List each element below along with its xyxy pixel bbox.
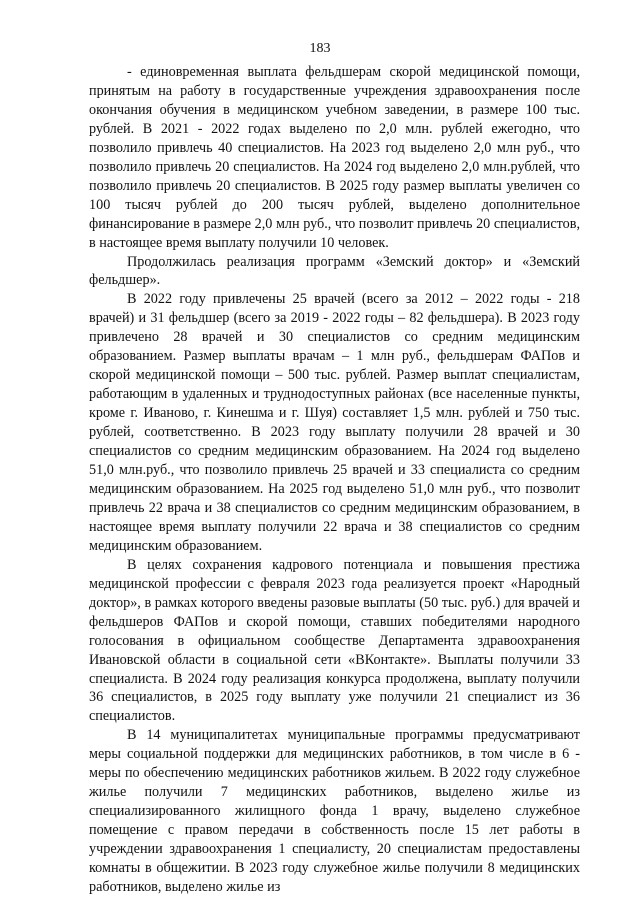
page-number: 183 bbox=[309, 41, 331, 56]
paragraph-emt-payments: - единовременная выплата фельдшерам скорой медицинской помощи, принятым на работу в государственные учреждения здравоохранения после окончания обучения в медицинском учебном заведении, в размере 100 тыс. рублей. В 2021 - 2022 годах выделено по 2,0 млн. рублей ежегодно, что позволило привлечь 40 специалистов. На 2023 год выделено 2,0 млн руб., что позволило привлечь 20 специалистов. На 2024 год выделено 2,0 млн.рублей, что позволило привлечь 20 специалистов. В 2025 году размер выплаты увеличен со 100 тысяч рублей до 200 тысяч рублей, выделено дополнительное финансирование в размере 2,0 млн руб., что позволит привлечь 20 специалистов, в настоящее время выплату получили 10 человек. bbox=[89, 64, 580, 251]
paragraph-2022-recruitment: В 2022 году привлечены 25 врачей (всего за 2012 – 2022 годы - 218 врачей) и 31 фельдшер (всего за 2019 - 2022 годы – 82 фельдшера). В 2023 году привлечено 28 врачей и 30 специалистов со средним медицинским образованием. Размер выплаты врачам – 1 млн руб., фельдшерам ФАПов и скорой медицинской помощи – 500 тыс. рублей. Размер выплат специалистам, работающим в удаленных и труднодоступных районах (все населенные пункты, кроме г. Иваново, г. Кинешма и г. Шуя) составляет 1,5 млн. рублей и 750 тыс. рублей, соответственно. В 2023 году выплату получили 28 врачей и 30 специалистов со средним медицинским образованием. На 2024 год выделено 51,0 млн.руб., что позволило привлечь 25 врачей и 33 специалиста со средним медицинским образованием. На 2025 год выделено 51,0 млн руб., что позволит привлечь 22 врача и 38 специалистов со средним медицинским образованием, в настоящее время выплату получили 22 врача и 38 специалистов со средним медицинским образованием. bbox=[89, 291, 580, 554]
paragraph-municipal-support: В 14 муниципалитетах муниципальные программы предусматривают меры социальной поддержки для медицинских работников, в том числе в 6 - меры по обеспечению медицинских работников жильем. В 2022 году служебное жилье получили 7 медицинских работников, выделено жилье из специализированного жилищного фонда 1 врачу, выделено служебное помещение с правом передачи в собственность после 15 лет работы в учреждении здравоохранения 1 специалисту, 20 специалистам предоставлены комнаты в общежитии. В 2023 году служебное жилье получили 8 медицинских работников, выделено жилье из bbox=[89, 727, 580, 895]
document-body bbox=[89, 63, 580, 897]
paragraph-zemsky-programs: Продолжилась реализация программ «Земский доктор» и «Земский фельдшер». bbox=[89, 253, 580, 289]
paragraph-narodny-doktor: В целях сохранения кадрового потенциала и повышения престижа медицинской профессии с февраля 2023 года реализуется проект «Народный доктор», в рамках которого введены разовые выплаты (50 тыс. руб.) для врачей и фельдшеров ФАПов и скорой помощи, ставших победителями народного голосования в официальном сообществе Департамента здравоохранения Ивановской области в социальной сети «ВКонтакте». Выплаты получили 33 специалиста. В 2024 году реализация конкурса продолжена, выплату получили 36 специалистов, в 2025 году выплату уже получили 21 специалист из 36 специалистов. bbox=[89, 556, 580, 725]
